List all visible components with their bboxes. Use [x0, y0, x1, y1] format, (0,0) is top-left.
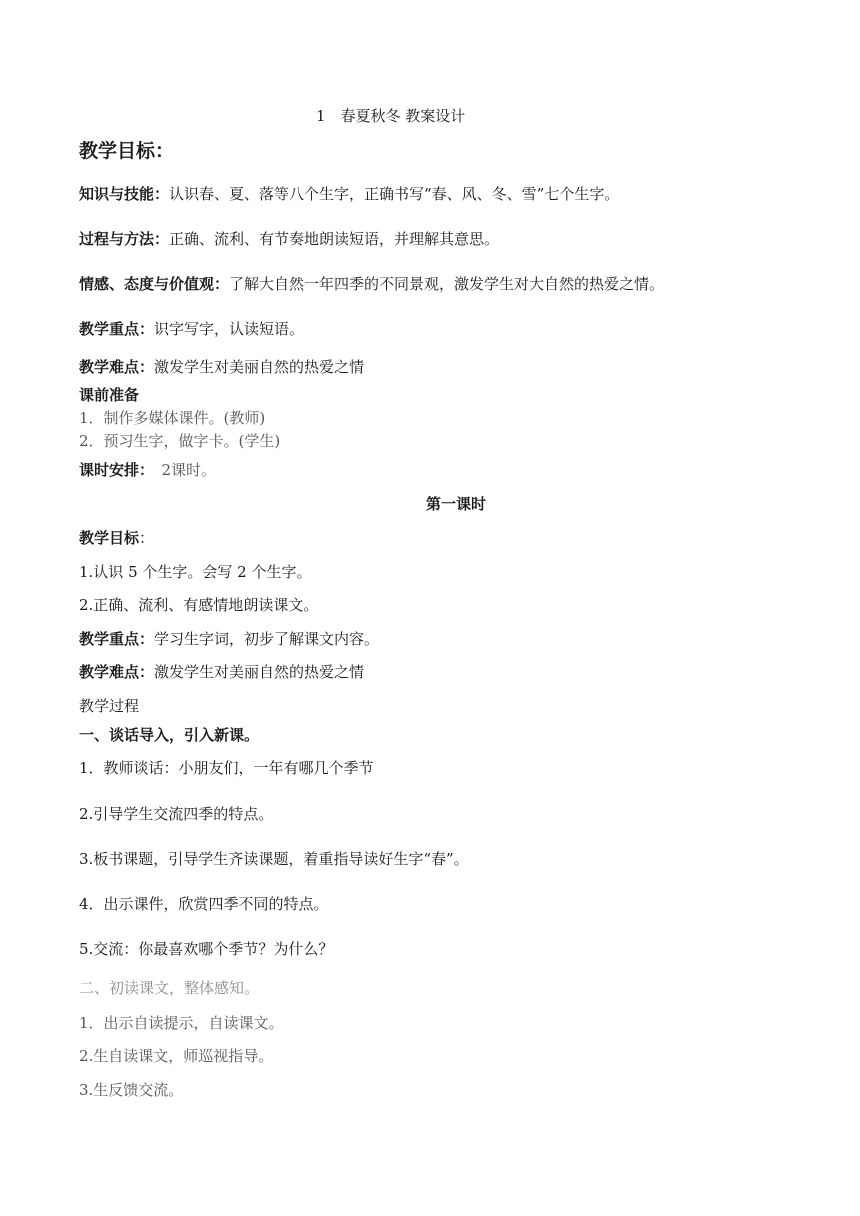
objective-knowledge-label: 知识与技能：: [79, 185, 170, 203]
difficulty-point-text: 激发学生对美丽自然的热爱之情: [154, 358, 365, 376]
lesson-key-label: 教学重点：: [79, 630, 155, 648]
lesson-difficulty-label: 教学难点：: [79, 663, 155, 681]
key-point-text: 识字写字，认读短语。: [154, 320, 305, 338]
prep-item: 1．制作多媒体课件。(教师): [79, 409, 266, 427]
process-heading: 教学过程: [79, 697, 140, 715]
prep-item: 2．预习生字，做字卡。(学生): [79, 432, 281, 450]
objective-knowledge: [79, 184, 619, 204]
difficulty-point-label: 教学难点：: [79, 358, 155, 376]
step-one-item: 5.交流：你最喜欢哪个季节？为什么？: [79, 940, 334, 958]
objectives-heading: 教学目标：: [79, 140, 175, 162]
objective-emotion-label: 情感、态度与价值观：: [79, 275, 230, 293]
objective-process: [79, 229, 499, 249]
step-two-item: 3.生反馈交流。: [79, 1081, 184, 1099]
objective-process-text: 正确、流利、有节奏地朗读短语，并理解其意思。: [169, 230, 500, 248]
page-title: 1 春夏秋冬 教案设计: [316, 107, 466, 125]
lesson-objective-item: 1.认识 5 个生字。会写 2 个生字。: [79, 563, 312, 581]
step-one-item: 1．教师谈话：小朋友们，一年有哪几个季节: [79, 759, 374, 777]
lesson-objective-item: 2.正确、流利、有感情地朗读课文。: [79, 596, 319, 614]
lesson-objectives-heading: [79, 528, 154, 548]
objective-process-label: 过程与方法：: [79, 230, 170, 248]
objective-emotion-text: 了解大自然一年四季的不同景观，激发学生对大自然的热爱之情。: [229, 275, 665, 293]
lesson-difficulty-text: 激发学生对美丽自然的热爱之情: [154, 663, 365, 681]
key-point: [79, 319, 304, 339]
objective-knowledge-text: 认识春、夏、落等八个生字，正确书写“春、风、冬、雪”七个生字。: [169, 185, 620, 203]
step-one-item: 4．出示课件，欣赏四季不同的特点。: [79, 895, 329, 913]
step-two-item: 1．出示自读提示，自读课文。: [79, 1014, 284, 1032]
lesson-one-heading: 第一课时: [426, 495, 487, 513]
schedule: [79, 460, 216, 480]
lesson-objectives-label: 教学目标: [79, 529, 140, 547]
step-two-item: 2.生自读课文，师巡视指导。: [79, 1047, 274, 1065]
schedule-label: 课时安排：: [79, 461, 147, 479]
step-one-heading: 一、谈话导入，引入新课。: [79, 726, 260, 744]
prep-heading: 课前准备: [79, 386, 140, 404]
step-two-heading: 二、初读课文，整体感知。: [79, 979, 260, 997]
step-one-item: 3.板书课题，引导学生齐读课题，着重指导读好生字“春”。: [79, 850, 469, 868]
lesson-key-text: 学习生字词，初步了解课文内容。: [154, 630, 380, 648]
lesson-objectives-colon: ：: [139, 529, 155, 547]
schedule-text: 2课时。: [146, 461, 217, 479]
objective-emotion: [79, 274, 664, 294]
key-point-label: 教学重点：: [79, 320, 155, 338]
lesson-key-point: [79, 629, 379, 649]
step-one-item: 2.引导学生交流四季的特点。: [79, 805, 274, 823]
lesson-difficulty-point: [79, 662, 364, 682]
difficulty-point: [79, 357, 364, 377]
